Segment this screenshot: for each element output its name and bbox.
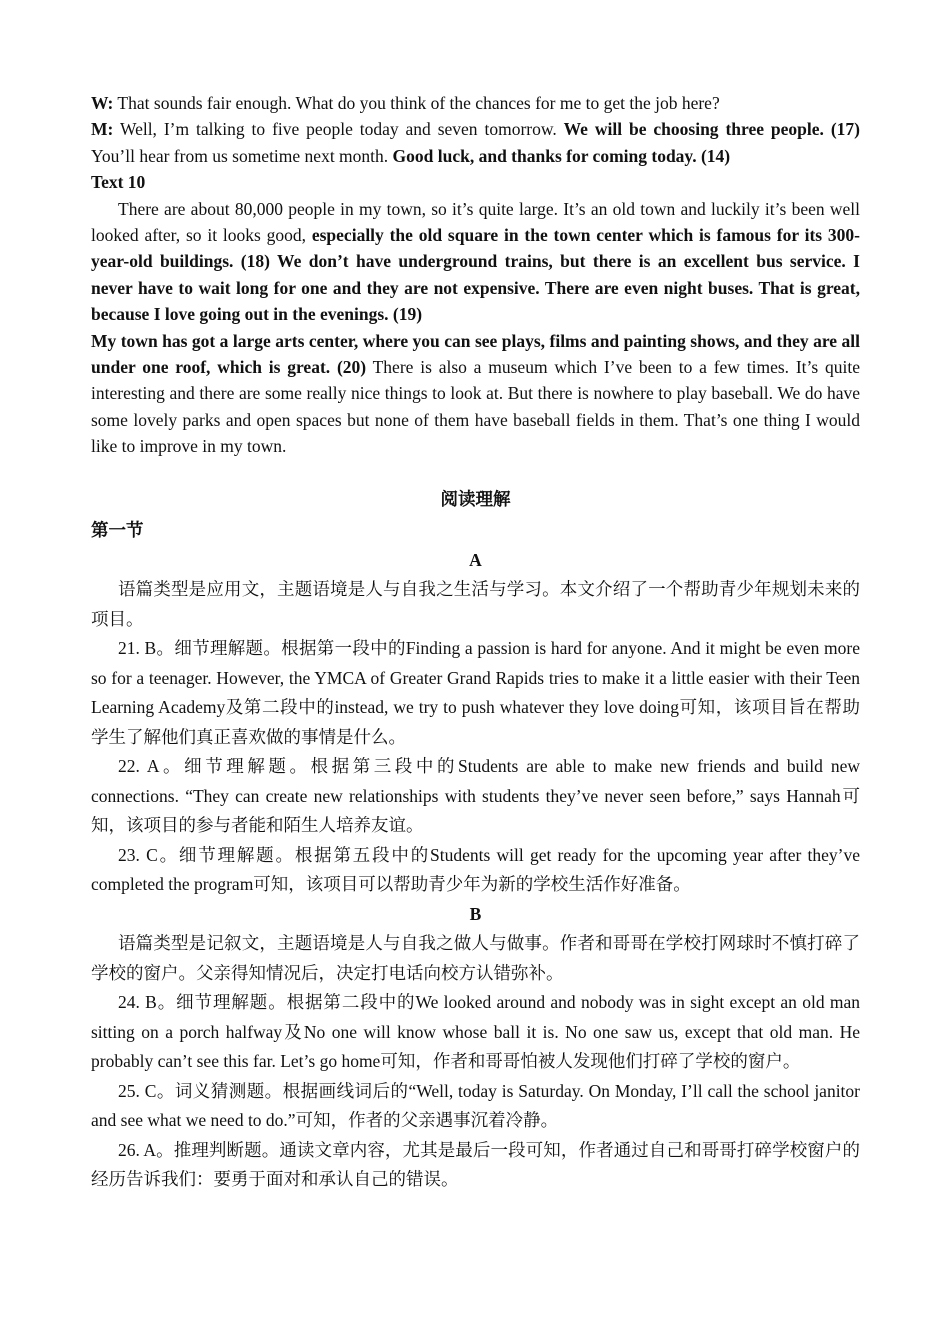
reading-title: 阅读理解 [440, 488, 511, 509]
answer-23: 23. C。细节理解题。根据第五段中的Students will get ready for the upcoming year after they’ve completed the program可知，该项目可以帮助青少年为新的学校生活作好准备。 [91, 844, 860, 895]
passage-b-intro: 语篇类型是记叙文，主题语境是人与自我之做人与做事。作者和哥哥在学校打网球时不慎打碎了学校的窗户。父亲得知情况后，决定打电话向校方认错弥补。 [91, 933, 860, 983]
dialogue-text: Well, I’m talking to five people today and seven tomorrow. [113, 119, 564, 140]
dialogue-text: You’ll hear from us sometime next month. [91, 145, 393, 166]
text10-paragraph-2 [91, 328, 860, 460]
passage-label-b: B [469, 903, 482, 924]
answer-24: 24. B。细节理解题。根据第二段中的We looked around and nobody was in sight except an old man sitting on a porch halfway及No one will know whose ball it is. No one saw us, except that old man. He probably can’t see this far. Let’s go home可知，作者和哥哥怕被人发现他们打碎了学校的窗户。 [91, 992, 860, 1072]
text10-paragraph-1 [91, 196, 860, 328]
speaker-m: M: [91, 119, 114, 140]
document-page [91, 90, 860, 1195]
answer-25: 25. C。词义猜测题。根据画线词后的“Well, today is Saturday. On Monday, I’ll call the school janitor and see what we need to do.”可知，作者的父亲遇事沉着冷静。 [91, 1080, 860, 1131]
answer-22: 22. A。细节理解题。根据第三段中的Students are able to make new friends and build new connections. “They can create new relationships with students they’ve never seen before,” says Hannah可知，该项目的参与者能和陌生人培养友谊。 [91, 756, 860, 836]
section-heading: 第一节 [91, 520, 144, 541]
text10-heading: Text 10 [91, 172, 146, 193]
answer-key-highlight: especially the old square in the town center which is famous for its 300-year-old buildings. (18) We don’t have underground trains, but there is an excellent bus service. I never have to wait long for one and they are not expensive. There are even night buses. That is great, because I love going out in the evenings. (19) [91, 225, 860, 325]
paragraph-text: There is also a museum which I’ve been to a few times. It’s quite interesting and there are some really nice things to look at. But there is nowhere to play baseball. We do have some lovely parks and open spaces but none of them have baseball fields in them. That’s one thing I would like to improve in my town. [91, 357, 860, 457]
paragraph-text: There are about 80,000 people in my town, so it’s quite large. It’s an old town and luckily it’s been well looked after, so it looks good, [91, 198, 860, 246]
passage-label-a: A [469, 549, 482, 570]
speaker-w: W: [91, 93, 114, 113]
answer-key-highlight: We will be choosing three people. (17) [563, 119, 860, 140]
passage-a-intro: 语篇类型是应用文，主题语境是人与自我之生活与学习。本文介绍了一个帮助青少年规划未来的项目。 [91, 579, 860, 629]
dialogue-line-m [91, 116, 860, 169]
answer-key-highlight: My town has got a large arts center, where you can see plays, films and painting shows, and they are all under one roof, which is great. (20) [91, 330, 860, 378]
answer-key-highlight: Good luck, and thanks for coming today. (14) [392, 145, 731, 166]
dialogue-text: That sounds fair enough. What do you think of the chances for me to get the job here? [113, 93, 720, 113]
answer-26: 26. A。推理判断题。通读文章内容，尤其是最后一段可知，作者通过自己和哥哥打碎学校窗户的经历告诉我们：要勇于面对和承认自己的错误。 [91, 1139, 860, 1190]
answer-21: 21. B。细节理解题。根据第一段中的Finding a passion is hard for anyone. And it might be even more so for a teenager. However, the YMCA of Greater Grand Rapids tries to make it a little easier with their Teen Learning Academy及第二段中的instead, we try to push whatever they love doing可知，该项目旨在帮助学生了解他们真正喜欢做的事情是什么。 [91, 638, 860, 747]
dialogue-line-w [91, 90, 860, 116]
